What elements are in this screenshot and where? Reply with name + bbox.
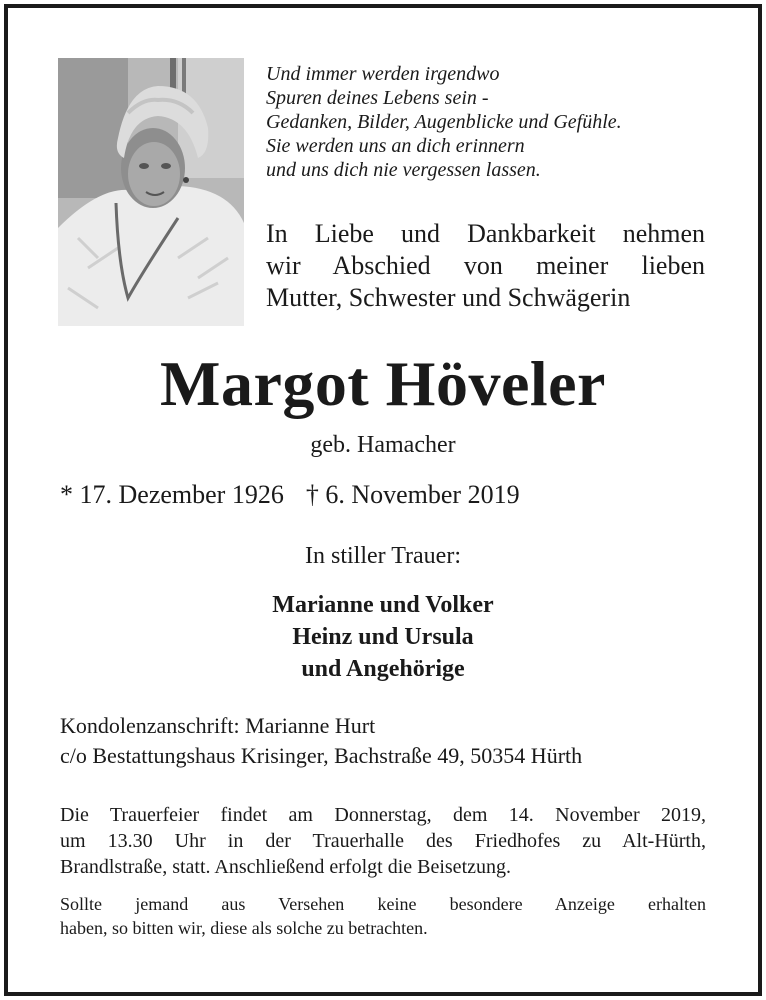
funeral-line: Die Trauerfeier findet am Donnerstag, dem 14. November 2019, (60, 804, 706, 826)
maiden-name: geb. Hamacher (310, 432, 456, 458)
deceased-name: Margot Höveler (160, 348, 606, 419)
address-line: Kondolenzanschrift: Marianne Hurt (60, 713, 376, 738)
mourner-line: Heinz und Ursula (292, 624, 474, 650)
farewell-intro (266, 218, 705, 314)
birth-date: * 17. Dezember 1926 (60, 480, 284, 509)
address-line: c/o Bestattungshaus Krisinger, Bachstraße 49, 50354 Hürth (60, 743, 583, 768)
funeral-line: um 13.30 Uhr in der Trauerhalle des Friedhofes zu Alt-Hürth, (60, 830, 706, 852)
notice-line: haben, so bitten wir, diese als solche zu betrachten. (60, 918, 428, 938)
notice-text (60, 892, 706, 940)
mourner-line: Marianne und Volker (272, 592, 494, 618)
funeral-details (60, 802, 706, 880)
intro-line: In Liebe und Dankbarkeit nehmen (266, 219, 705, 248)
intro-line: Mutter, Schwester und Schwägerin (266, 283, 631, 312)
condolence-address (60, 711, 582, 771)
poem (266, 62, 726, 182)
portrait-photo (58, 58, 244, 326)
mourner-line: und Angehörige (301, 656, 465, 682)
intro-line: wir Abschied von meiner lieben (266, 251, 705, 280)
life-dates (60, 479, 520, 511)
notice-line: Sollte jemand aus Versehen keine besondere Anzeige erhalten (60, 894, 706, 914)
poem-line: Spuren deines Lebens sein - (266, 87, 489, 109)
poem-line: Und immer werden irgendwo (266, 63, 500, 85)
poem-line: Sie werden uns an dich erinnern (266, 135, 525, 157)
poem-line: Gedanken, Bilder, Augenblicke und Gefühle. (266, 111, 622, 133)
death-date: † 6. November 2019 (305, 480, 520, 509)
poem-line: und uns dich nie vergessen lassen. (266, 159, 541, 181)
funeral-line: Brandlstraße, statt. Anschließend erfolgt die Beisetzung. (60, 856, 511, 878)
mourning-label: In stiller Trauer: (305, 543, 461, 569)
mourners-list (0, 589, 766, 685)
